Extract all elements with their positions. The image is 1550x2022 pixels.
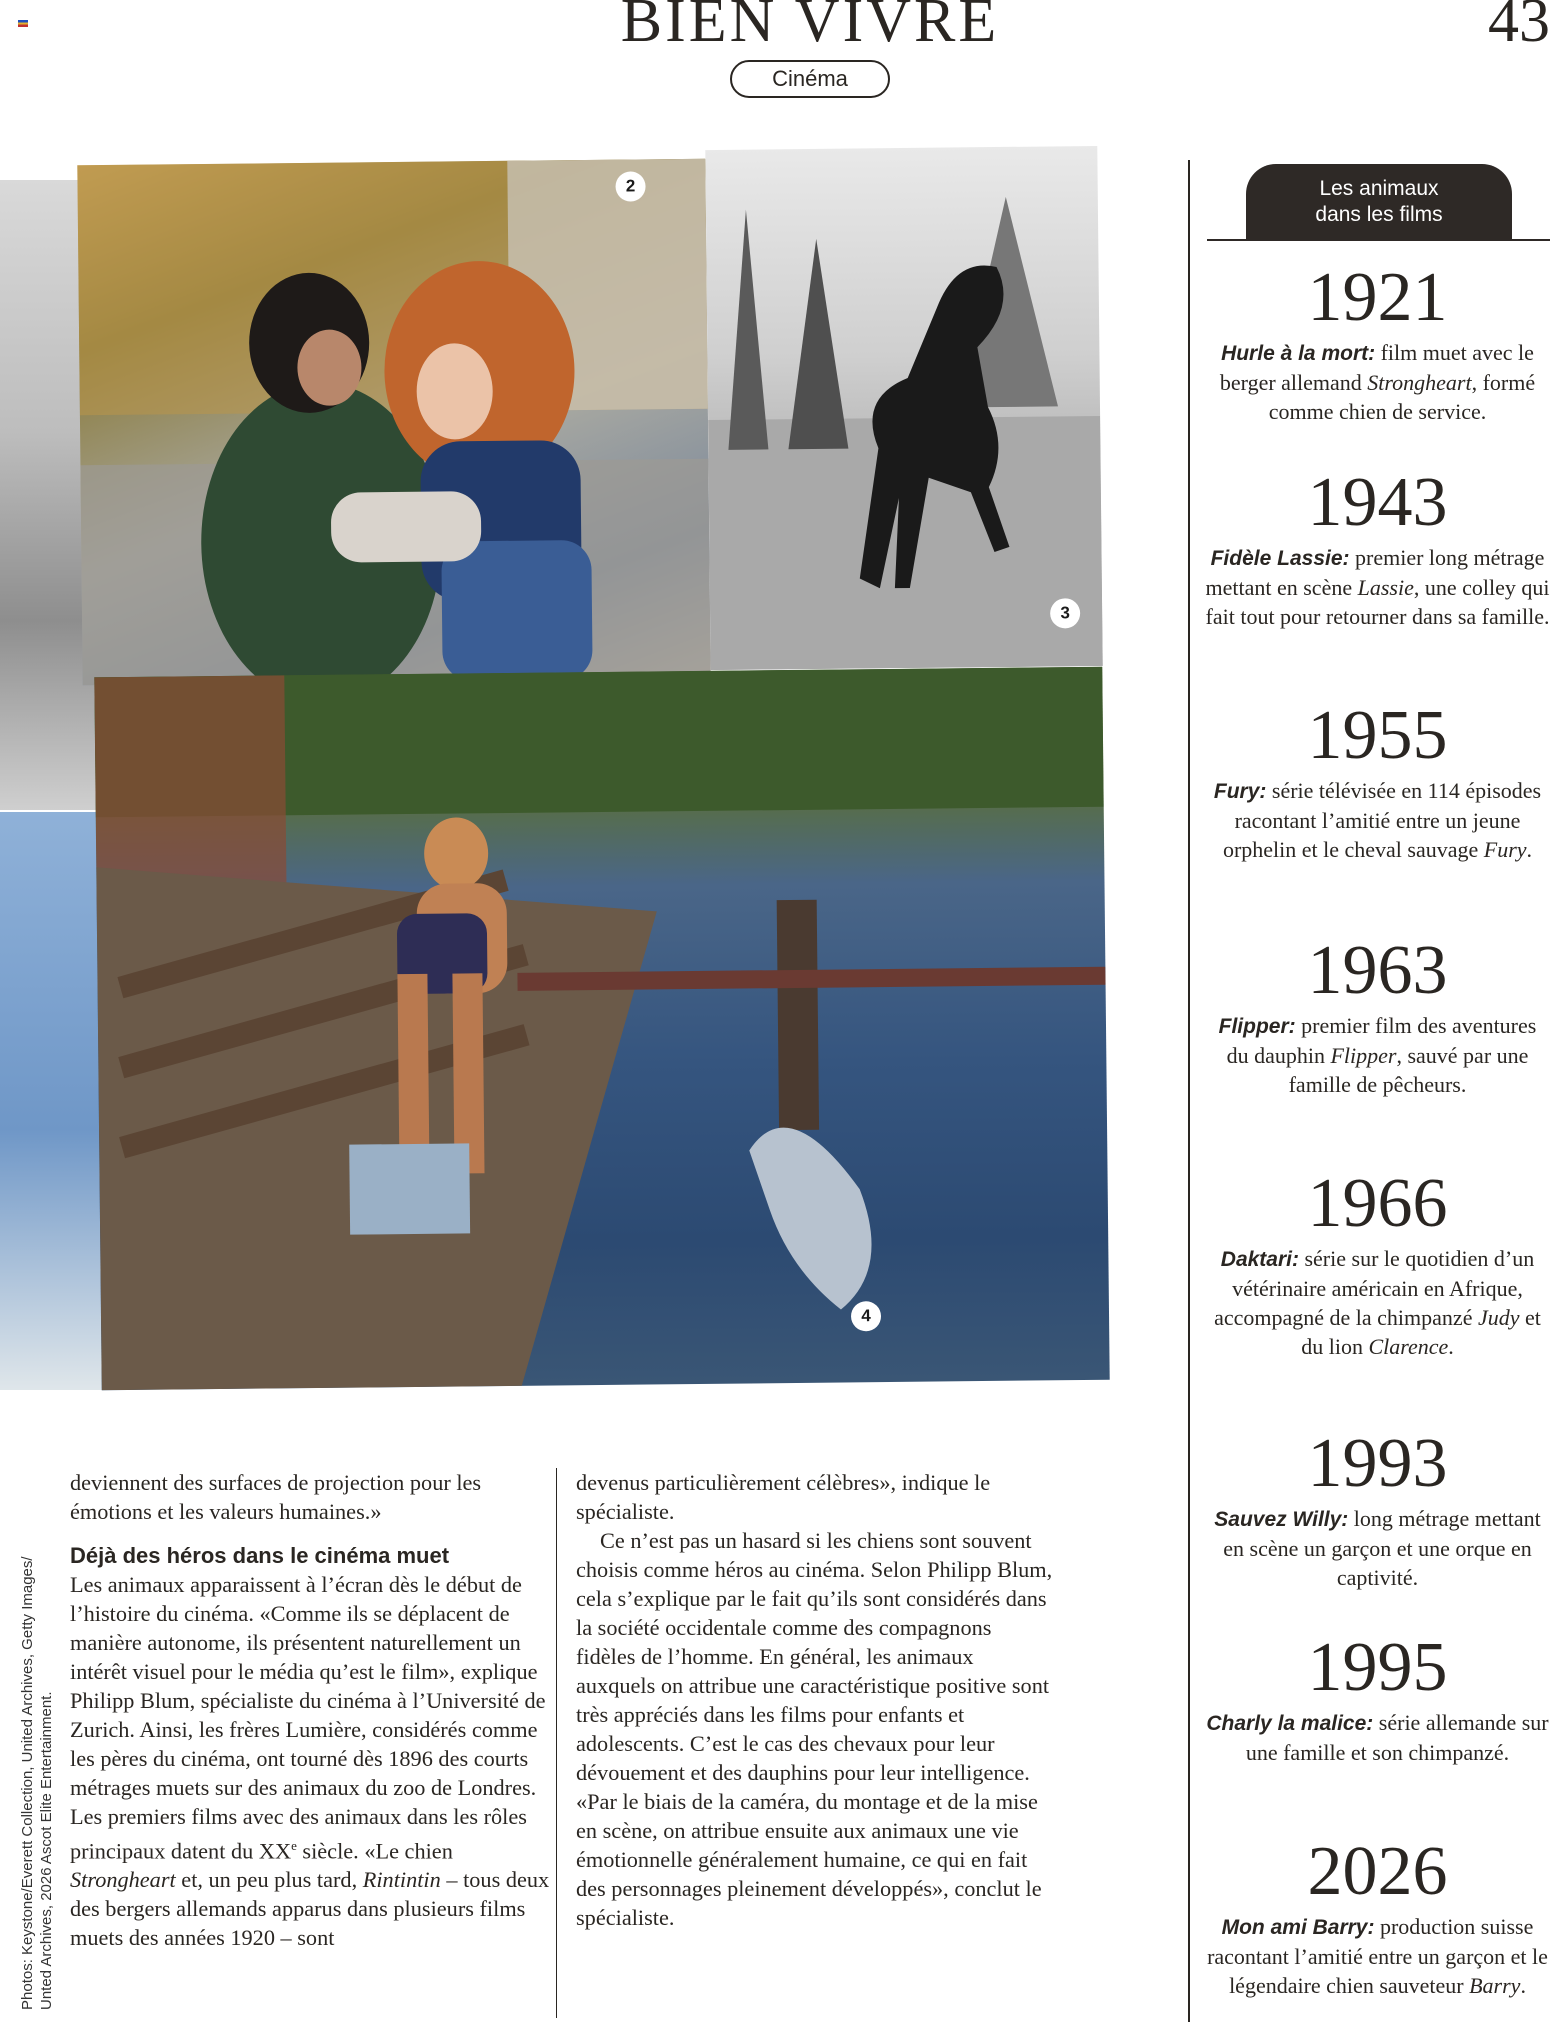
article-paragraph: Les animaux apparaissent à l’écran dès le début de l’histoire du cinéma. «Comme ils se déplacent de manière autonome, ils présentent naturellement un intérêt visuel pour le média qu’est le film», explique Philipp Blum, spécialiste du cinéma à l’Université de Zurich. Ainsi, les frères Lumière, considérés comme les pères du cinéma, ont tourné dès 1896 des courts métrages muets sur des animaux du zoo de Londres. Les premiers films avec des animaux dans les rôles principaux datent du XXe siècle. «Le chien Strongheart et, un peu plus tard, Rintintin – tous deux des bergers allemands apparus dans plusieurs films muets des années 1920 – sont: [70, 1572, 550, 1951]
timeline-year: 1993: [1307, 1425, 1448, 1502]
chimp-scene-illustration: [77, 159, 710, 686]
timeline-description: Mon ami Barry: production suisse racontant l’amitié entre un garçon et le légendaire chien sauveteur Barry.: [1207, 1914, 1548, 1998]
article-paragraph: devenus particulièrement célèbres», indique le spécialiste.: [576, 1470, 991, 1524]
article-column-right: [576, 1468, 1056, 1932]
timeline-year: 1955: [1307, 697, 1448, 774]
timeline-description: Daktari: série sur le quotidien d’un vétérinaire américain en Afrique, accompagné de la chimpanzé Judy et du lion Clarence.: [1214, 1246, 1541, 1359]
photo-credit-line: Photos: Keystone/Everett Collection, United Archives, Getty Images/: [19, 1556, 36, 2010]
timeline-description: Hurle à la mort: film muet avec le berger allemand Strongheart, formé comme chien de service.: [1219, 340, 1536, 424]
page-number: 43: [1488, 0, 1550, 55]
section-title: BIEN VIVRE: [620, 0, 1000, 55]
sidebar-divider: [1188, 160, 1190, 2022]
dolphin-scene-illustration: [94, 667, 1109, 1391]
timeline-description: Sauvez Willy: long métrage mettant en scène un garçon et une orque en captivité.: [1214, 1506, 1541, 1590]
timeline-entry: [1205, 1833, 1550, 2000]
timeline-entry: [1205, 464, 1550, 631]
column-divider: [556, 1468, 557, 2018]
timeline-year: 1966: [1307, 1165, 1448, 1242]
photo-credit: [18, 1450, 56, 2010]
rubric-label: Cinéma: [730, 60, 890, 98]
timeline-entry: [1205, 932, 1550, 1099]
timeline-year: 1943: [1307, 464, 1448, 541]
timeline-description: Fidèle Lassie: premier long métrage mettant en scène Lassie, une colley qui fait tout pour retourner dans sa famille.: [1205, 545, 1550, 629]
timeline-entry: [1205, 1165, 1550, 1361]
timeline-year: 1995: [1307, 1629, 1448, 1706]
timeline-description: Charly la malice: série allemande sur une famille et son chimpanzé.: [1206, 1710, 1549, 1765]
timeline-year: 1921: [1307, 259, 1448, 336]
article-column-left: [70, 1468, 550, 1952]
photo-number-badge: 2: [615, 171, 645, 201]
timeline-entry: [1205, 697, 1550, 864]
timeline-year: 1963: [1307, 932, 1448, 1009]
article-paragraph: Ce n’est pas un hasard si les chiens sont souvent choisis comme héros au cinéma. Selon Philipp Blum, cela s’explique par le fait qu’ils sont considérés dans la société occidentale comme des compagnons fidèles de l’homme. En général, les animaux auxquels on attribue une caractéristique positive sont très appréciés dans les films pour enfants et adolescents. C’est le cas des chevaux pour leur dévouement et des dauphins pour leur intelligence. «Par le biais de la caméra, du montage et de la mise en scène, on attribue ensuite aux animaux une vie émotionnelle généralement humaine, ce qui en fait des personnages pleinement développés», conclut le spécialiste.: [576, 1528, 1053, 1930]
photo-boy-dolphin: [94, 667, 1109, 1391]
sidebar-heading-tab: [1246, 164, 1512, 240]
photo-rearing-horse: [705, 146, 1102, 670]
sidebar-heading-line: dans les films: [1315, 203, 1443, 226]
horse-scene-illustration: [705, 146, 1102, 670]
article-paragraph: deviennent des surfaces de projection pour les émotions et les valeurs humaines.»: [70, 1470, 482, 1524]
photo-chimpanzee-girl: [77, 159, 710, 686]
article-subheading: Déjà des héros dans le cinéma muet: [70, 1543, 450, 1568]
timeline-entry: [1205, 259, 1550, 426]
timeline-description: Fury: série télévisée en 114 épisodes racontant l’amitié entre un jeune orphelin et le cheval sauvage Fury.: [1213, 778, 1542, 862]
flag-mark: [18, 20, 28, 27]
photo-number-badge: 3: [1050, 598, 1080, 628]
timeline-year: 2026: [1307, 1833, 1448, 1910]
masthead: [0, 0, 1550, 110]
photo-number-badge: 4: [851, 1301, 881, 1331]
timeline-description: Flipper: premier film des aventures du dauphin Flipper, sauvé par une famille de pêcheurs.: [1218, 1013, 1537, 1097]
timeline-entry: [1205, 1425, 1550, 1592]
photo-credit-line: Unted Archives, 2026 Ascot Elite Entertainment.: [38, 1691, 55, 2010]
sidebar-heading-line: Les animaux: [1319, 177, 1439, 200]
sidebar-heading-rule: [1207, 239, 1550, 241]
timeline-entry: [1205, 1629, 1550, 1767]
